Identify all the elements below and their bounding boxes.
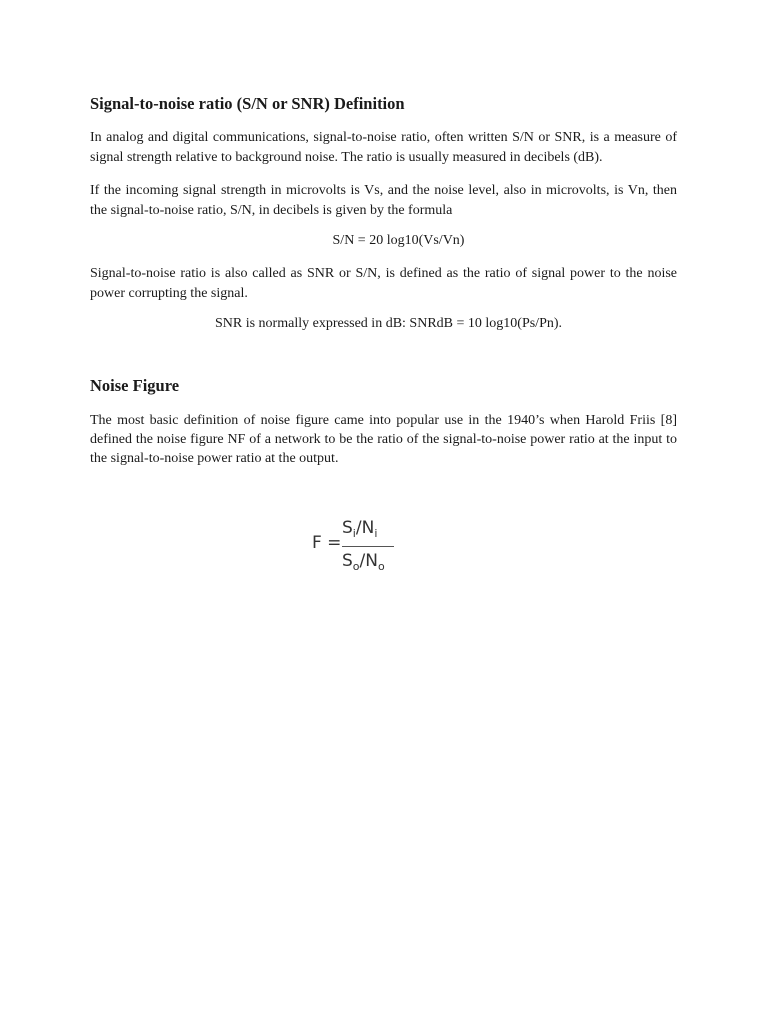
numerator-s-subscript: i xyxy=(352,527,356,540)
numerator-n-subscript: i xyxy=(374,527,378,540)
denominator-n: N xyxy=(365,551,378,571)
equation-numerator xyxy=(342,518,377,540)
equation-denominator xyxy=(342,551,385,573)
numerator-s: S xyxy=(342,518,353,538)
paragraph-snr-voltage: If the incoming signal strength in microvolts is Vs, and the noise level, also in microvolts, is Vn, then the signal-to-noise ratio, S/N, in decibels is given by the formula xyxy=(90,183,677,218)
paragraph-snr-intro: In analog and digital communications, signal-to-noise ratio, often written S/N or SNR, is a measure of signal strength relative to background noise. The ratio is usually measured in decibels (dB). xyxy=(90,130,677,165)
paragraph-snr-power: Signal-to-noise ratio is also called as SNR or S/N, is defined as the ratio of signal power to the noise power corrupting the signal. xyxy=(90,266,677,301)
section-heading-noise-figure: Noise Figure xyxy=(90,376,180,395)
fraction-bar xyxy=(342,546,394,547)
numerator-n: N xyxy=(361,518,375,538)
formula-snr-db: SNR is normally expressed in dB: SNRdB = 10 log10(Ps/Pn). xyxy=(214,316,563,331)
denominator-slash: / xyxy=(359,551,366,571)
numerator-slash: / xyxy=(355,518,362,538)
denominator-s-subscript: o xyxy=(352,560,360,573)
section-heading-snr: Signal-to-noise ratio (S/N or SNR) Definition xyxy=(90,94,405,113)
paragraph-noise-figure: The most basic definition of noise figure came into popular use in the 1940’s when Harold Friis [8] defined the noise figure NF of a network to be the ratio of the signal-to-noise power ratio at the input to the signal-to-noise power ratio at the output. xyxy=(90,413,677,466)
denominator-s: S xyxy=(342,551,353,571)
document-body xyxy=(90,92,677,468)
formula-sn-voltage: S/N = 20 log10(Vs/Vn) xyxy=(332,233,465,248)
equation-lhs: F = xyxy=(312,533,342,553)
denominator-n-subscript: o xyxy=(377,560,385,573)
